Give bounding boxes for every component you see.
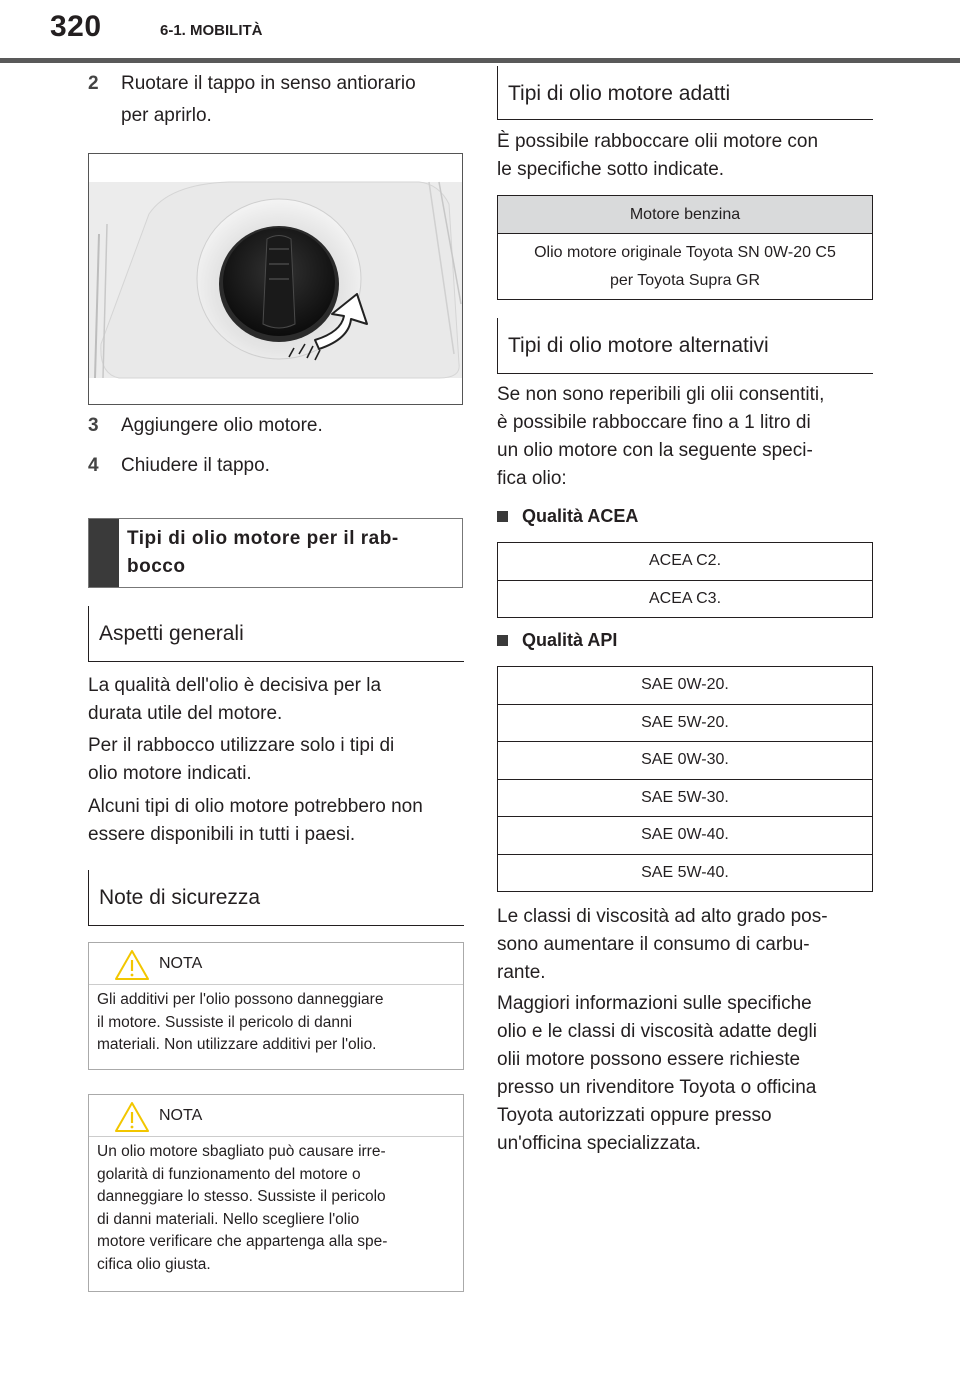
paragraph-more-info: Maggiori informazioni sulle specifiche olio e le classi di viscosità adatte degli olii motore possono essere richieste presso un rivenditore Toyota o officina Toyota autorizzati oppure presso un'officina specializzata. bbox=[497, 993, 818, 1154]
step-4 bbox=[88, 450, 270, 482]
subheading-note-sicurezza: Note di sicurezza bbox=[88, 870, 464, 926]
step-text: Aggiungere olio motore. bbox=[121, 415, 323, 436]
oil-cap-illustration bbox=[88, 153, 463, 405]
paragraph-quality: La qualità dell'olio è decisiva per la durata utile del motore. bbox=[88, 675, 382, 724]
page-number: 320 bbox=[50, 10, 102, 43]
step-number: 3 bbox=[88, 415, 99, 436]
note-header bbox=[89, 943, 463, 985]
paragraph-adatti: È possibile rabboccare olii motore con le specifiche sotto indicate. bbox=[497, 131, 819, 180]
note-header bbox=[89, 1095, 463, 1137]
table-row: SAE 5W-40. bbox=[498, 854, 873, 892]
table-api bbox=[497, 666, 873, 892]
heading-bar bbox=[89, 519, 119, 587]
step-number: 4 bbox=[88, 455, 99, 476]
section-title: 6-1. MOBILITÀ bbox=[160, 22, 263, 39]
table-motore-benzina bbox=[497, 195, 873, 300]
bullet-square-icon bbox=[497, 635, 508, 646]
warning-triangle-icon bbox=[114, 1101, 150, 1133]
paragraph-viscosity: Le classi di viscosità ad alto grado pos- sono aumentare il consumo di carbu- rante. bbox=[497, 906, 828, 983]
table-cell: Olio motore originale Toyota SN 0W-20 C5 per Toyota Supra GR bbox=[498, 234, 873, 300]
step-text: Chiudere il tappo. bbox=[121, 455, 270, 476]
step-2 bbox=[88, 68, 416, 132]
table-row: ACEA C2. bbox=[498, 543, 873, 581]
table-row: SAE 0W-30. bbox=[498, 742, 873, 780]
header-rule bbox=[0, 58, 960, 63]
note-box-wrong-oil bbox=[88, 1094, 464, 1292]
paragraph-availability: Alcuni tipi di olio motore potrebbero non essere disponibili in tutti i paesi. bbox=[88, 796, 423, 845]
warning-triangle-icon bbox=[114, 949, 150, 981]
subheading-aspetti-generali: Aspetti generali bbox=[88, 606, 464, 662]
paragraph-alternativi: Se non sono reperibili gli olii consentiti, è possibile rabboccare fino a 1 litro di un olio motore con la seguente speci- fica olio: bbox=[497, 384, 825, 489]
table-row: ACEA C3. bbox=[498, 580, 873, 618]
table-row: SAE 5W-30. bbox=[498, 779, 873, 817]
paragraph-types: Per il rabbocco utilizzare solo i tipi di olio motore indicati. bbox=[88, 735, 395, 784]
note-box-additives bbox=[88, 942, 464, 1070]
step-3 bbox=[88, 410, 323, 442]
section-heading-rabbocco bbox=[88, 518, 463, 588]
note-title: NOTA bbox=[159, 1107, 203, 1124]
table-row: SAE 0W-20. bbox=[498, 667, 873, 705]
step-text: Ruotare il tappo in senso antiorario per aprirlo. bbox=[121, 73, 416, 126]
subheading-tipi-adatti: Tipi di olio motore adatti bbox=[497, 66, 873, 120]
step-number: 2 bbox=[88, 73, 99, 94]
note-title: NOTA bbox=[159, 955, 203, 972]
subheading-tipi-alternativi: Tipi di olio motore alternativi bbox=[497, 318, 873, 374]
table-header: Motore benzina bbox=[498, 196, 873, 234]
note-body: Gli additivi per l'olio possono danneggiare il motore. Sussiste il pericolo di danni materiali. Non utilizzare additivi per l'olio. bbox=[97, 991, 384, 1053]
table-row: SAE 5W-20. bbox=[498, 704, 873, 742]
table-acea bbox=[497, 542, 873, 618]
api-label: Qualità API bbox=[497, 630, 617, 651]
bullet-square-icon bbox=[497, 511, 508, 522]
table-row: SAE 0W-40. bbox=[498, 817, 873, 855]
note-body: Un olio motore sbagliato può causare irre- golarità di funzionamento del motore o danneggiare lo stesso. Sussiste il pericolo di danni materiali. Nello scegliere l'olio motore verificare che appartenga alla spe- cifica olio giusta. bbox=[97, 1143, 388, 1273]
oil-cap-image bbox=[89, 154, 463, 405]
heading-text: Tipi di olio motore per il rab- bocco bbox=[127, 528, 399, 577]
acea-label: Qualità ACEA bbox=[497, 506, 638, 527]
